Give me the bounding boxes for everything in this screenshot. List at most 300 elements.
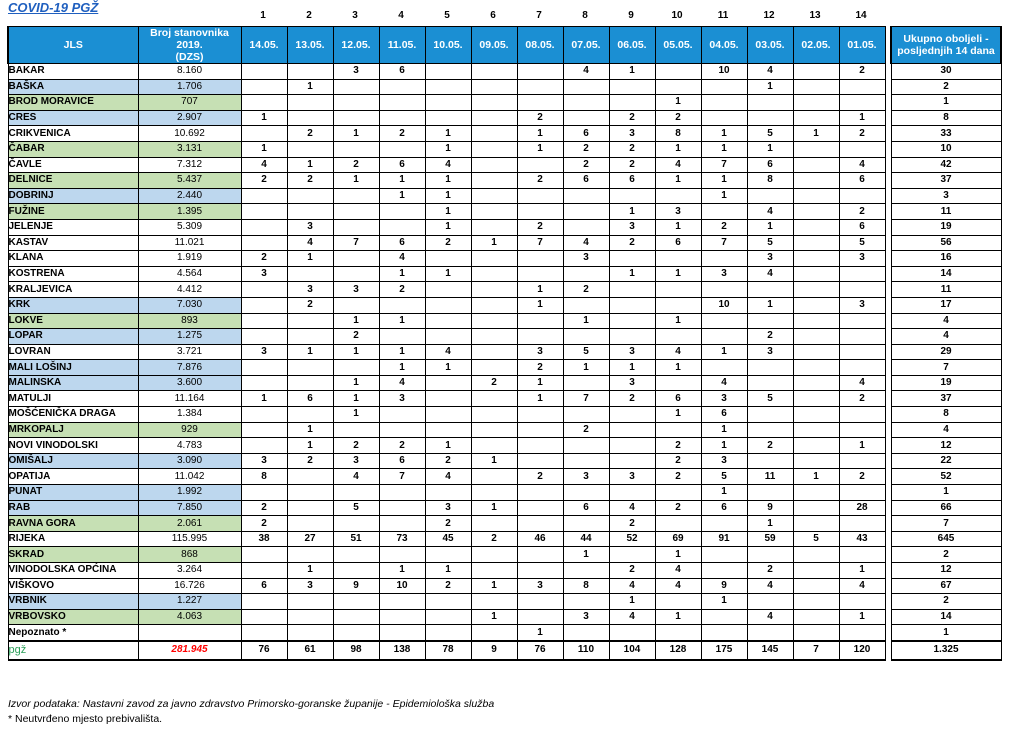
daily-cases-cell: 1 bbox=[241, 391, 287, 407]
daily-cases-cell bbox=[241, 313, 287, 329]
daily-cases-cell: 3 bbox=[425, 500, 471, 516]
daily-cases-cell: 9 bbox=[333, 578, 379, 594]
header-date: 14.05. bbox=[241, 27, 287, 64]
municipality-name: KRK bbox=[8, 297, 138, 313]
daily-sum-cell: 110 bbox=[563, 641, 609, 660]
table-row bbox=[8, 516, 1001, 532]
daily-cases-cell bbox=[287, 204, 333, 220]
daily-cases-cell: 4 bbox=[563, 64, 609, 80]
daily-cases-cell: 4 bbox=[609, 578, 655, 594]
population-cell: 2.440 bbox=[138, 188, 241, 204]
daily-cases-cell: 1 bbox=[333, 407, 379, 423]
daily-cases-cell: 1 bbox=[701, 438, 747, 454]
daily-cases-cell: 1 bbox=[379, 344, 425, 360]
daily-cases-cell: 2 bbox=[563, 422, 609, 438]
daily-cases-cell bbox=[333, 563, 379, 579]
daily-cases-cell bbox=[333, 251, 379, 267]
total-cases-cell: 4 bbox=[891, 422, 1001, 438]
daily-cases-cell: 3 bbox=[333, 453, 379, 469]
daily-cases-cell: 1 bbox=[839, 609, 885, 625]
daily-cases-cell bbox=[747, 360, 793, 376]
municipality-name: BAŠKA bbox=[8, 79, 138, 95]
daily-cases-cell bbox=[747, 95, 793, 111]
day-number: 9 bbox=[628, 10, 634, 21]
daily-cases-cell bbox=[609, 438, 655, 454]
table-row bbox=[8, 594, 1001, 610]
municipality-name: NOVI VINODOLSKI bbox=[8, 438, 138, 454]
daily-cases-cell bbox=[287, 375, 333, 391]
population-cell: 4.063 bbox=[138, 609, 241, 625]
total-cases-cell: 8 bbox=[891, 110, 1001, 126]
daily-cases-cell: 1 bbox=[287, 157, 333, 173]
daily-cases-cell bbox=[793, 625, 839, 641]
daily-cases-cell: 2 bbox=[379, 438, 425, 454]
daily-sum-cell: 104 bbox=[609, 641, 655, 660]
daily-cases-cell bbox=[471, 157, 517, 173]
daily-cases-cell: 1 bbox=[655, 547, 701, 563]
daily-cases-cell bbox=[333, 594, 379, 610]
daily-cases-cell: 38 bbox=[241, 531, 287, 547]
total-cases-cell: 8 bbox=[891, 407, 1001, 423]
daily-cases-cell: 4 bbox=[425, 469, 471, 485]
daily-cases-cell: 1 bbox=[241, 141, 287, 157]
daily-cases-cell bbox=[471, 516, 517, 532]
daily-cases-cell: 10 bbox=[379, 578, 425, 594]
daily-cases-cell: 4 bbox=[287, 235, 333, 251]
daily-cases-cell bbox=[701, 547, 747, 563]
header-date: 11.05. bbox=[379, 27, 425, 64]
daily-cases-cell: 3 bbox=[241, 453, 287, 469]
table-row bbox=[8, 64, 1001, 80]
daily-cases-cell: 2 bbox=[241, 251, 287, 267]
daily-cases-cell bbox=[839, 329, 885, 345]
footnote: * Neutvrđeno mjesto prebivališta. bbox=[8, 713, 163, 725]
daily-cases-cell: 1 bbox=[609, 594, 655, 610]
daily-cases-cell: 3 bbox=[609, 375, 655, 391]
daily-cases-cell bbox=[839, 266, 885, 282]
daily-cases-cell bbox=[747, 188, 793, 204]
daily-cases-cell bbox=[701, 360, 747, 376]
daily-cases-cell bbox=[287, 500, 333, 516]
daily-cases-cell bbox=[241, 235, 287, 251]
daily-cases-cell: 1 bbox=[609, 204, 655, 220]
daily-cases-cell bbox=[471, 297, 517, 313]
daily-cases-cell bbox=[517, 438, 563, 454]
daily-cases-cell bbox=[563, 485, 609, 501]
daily-cases-cell bbox=[839, 282, 885, 298]
daily-cases-cell bbox=[379, 204, 425, 220]
daily-cases-cell: 1 bbox=[425, 219, 471, 235]
daily-sum-cell: 145 bbox=[747, 641, 793, 660]
daily-cases-cell bbox=[241, 422, 287, 438]
daily-cases-cell bbox=[701, 313, 747, 329]
daily-cases-cell bbox=[379, 141, 425, 157]
daily-cases-cell bbox=[241, 360, 287, 376]
daily-cases-cell: 1 bbox=[287, 251, 333, 267]
total-cases-cell: 56 bbox=[891, 235, 1001, 251]
daily-cases-cell: 1 bbox=[471, 500, 517, 516]
daily-cases-cell: 1 bbox=[333, 391, 379, 407]
population-cell: 1.992 bbox=[138, 485, 241, 501]
table-row bbox=[8, 266, 1001, 282]
population-cell: 707 bbox=[138, 95, 241, 111]
daily-cases-cell bbox=[517, 453, 563, 469]
table-row bbox=[8, 110, 1001, 126]
population-cell: 11.164 bbox=[138, 391, 241, 407]
daily-cases-cell bbox=[839, 516, 885, 532]
daily-cases-cell: 2 bbox=[655, 438, 701, 454]
daily-cases-cell bbox=[379, 594, 425, 610]
daily-cases-cell bbox=[333, 297, 379, 313]
table-row bbox=[8, 485, 1001, 501]
daily-cases-cell: 3 bbox=[287, 282, 333, 298]
daily-cases-cell bbox=[517, 157, 563, 173]
municipality-name: OMIŠALJ bbox=[8, 453, 138, 469]
daily-cases-cell: 2 bbox=[701, 219, 747, 235]
daily-cases-cell: 1 bbox=[379, 266, 425, 282]
daily-cases-cell: 4 bbox=[839, 157, 885, 173]
daily-cases-cell: 3 bbox=[517, 578, 563, 594]
daily-cases-cell: 6 bbox=[379, 157, 425, 173]
daily-cases-cell bbox=[793, 547, 839, 563]
daily-cases-cell: 1 bbox=[425, 360, 471, 376]
daily-cases-cell: 5 bbox=[747, 126, 793, 142]
daily-cases-cell: 3 bbox=[287, 578, 333, 594]
daily-cases-cell: 1 bbox=[747, 219, 793, 235]
population-cell: 3.721 bbox=[138, 344, 241, 360]
table-row bbox=[8, 188, 1001, 204]
daily-cases-cell: 1 bbox=[287, 344, 333, 360]
daily-cases-cell: 4 bbox=[747, 64, 793, 80]
municipality-name: MATULJI bbox=[8, 391, 138, 407]
daily-cases-cell bbox=[839, 422, 885, 438]
population-cell: 7.850 bbox=[138, 500, 241, 516]
total-cases-cell: 37 bbox=[891, 173, 1001, 189]
total-cases-cell: 4 bbox=[891, 329, 1001, 345]
daily-cases-cell: 1 bbox=[471, 235, 517, 251]
daily-cases-cell bbox=[379, 547, 425, 563]
daily-cases-cell: 6 bbox=[563, 173, 609, 189]
population-cell: 5.309 bbox=[138, 219, 241, 235]
daily-cases-cell bbox=[701, 110, 747, 126]
municipality-name: SKRAD bbox=[8, 547, 138, 563]
daily-cases-cell bbox=[471, 360, 517, 376]
total-cases-cell: 7 bbox=[891, 360, 1001, 376]
daily-sum-cell: 76 bbox=[241, 641, 287, 660]
table-row bbox=[8, 469, 1001, 485]
table-row bbox=[8, 531, 1001, 547]
population-cell: 1.227 bbox=[138, 594, 241, 610]
table-row bbox=[8, 344, 1001, 360]
daily-cases-cell bbox=[655, 64, 701, 80]
daily-cases-cell bbox=[425, 297, 471, 313]
daily-cases-cell: 7 bbox=[563, 391, 609, 407]
daily-cases-cell: 1 bbox=[655, 95, 701, 111]
daily-cases-cell bbox=[471, 204, 517, 220]
municipality-name: VRBNIK bbox=[8, 594, 138, 610]
daily-cases-cell bbox=[517, 95, 563, 111]
daily-cases-cell bbox=[747, 485, 793, 501]
day-number: 1 bbox=[260, 10, 266, 21]
daily-cases-cell bbox=[747, 110, 793, 126]
municipality-name: PUNAT bbox=[8, 485, 138, 501]
municipality-name: BROD MORAVICE bbox=[8, 95, 138, 111]
daily-cases-cell bbox=[333, 422, 379, 438]
daily-cases-cell bbox=[793, 578, 839, 594]
table-row bbox=[8, 329, 1001, 345]
daily-cases-cell: 7 bbox=[379, 469, 425, 485]
daily-cases-cell bbox=[839, 141, 885, 157]
daily-cases-cell bbox=[287, 609, 333, 625]
daily-cases-cell bbox=[379, 422, 425, 438]
table-row bbox=[8, 173, 1001, 189]
daily-cases-cell bbox=[517, 266, 563, 282]
daily-cases-cell: 2 bbox=[471, 375, 517, 391]
daily-cases-cell: 1 bbox=[655, 141, 701, 157]
daily-cases-cell: 2 bbox=[517, 360, 563, 376]
header-date: 08.05. bbox=[517, 27, 563, 64]
population-cell: 10.692 bbox=[138, 126, 241, 142]
daily-cases-cell: 4 bbox=[379, 251, 425, 267]
daily-cases-cell: 2 bbox=[563, 282, 609, 298]
daily-cases-cell bbox=[241, 485, 287, 501]
population-cell: 2.061 bbox=[138, 516, 241, 532]
daily-cases-cell bbox=[241, 329, 287, 345]
daily-cases-cell bbox=[517, 313, 563, 329]
daily-cases-cell bbox=[517, 64, 563, 80]
daily-cases-cell bbox=[425, 547, 471, 563]
daily-cases-cell: 6 bbox=[839, 219, 885, 235]
daily-cases-cell bbox=[839, 79, 885, 95]
daily-cases-cell: 2 bbox=[241, 516, 287, 532]
daily-sum-cell: 138 bbox=[379, 641, 425, 660]
total-cases-cell: 37 bbox=[891, 391, 1001, 407]
daily-cases-cell bbox=[287, 547, 333, 563]
daily-cases-cell bbox=[241, 126, 287, 142]
daily-cases-cell bbox=[609, 79, 655, 95]
municipality-name: JELENJE bbox=[8, 219, 138, 235]
municipality-name: RAVNA GORA bbox=[8, 516, 138, 532]
daily-cases-cell bbox=[563, 329, 609, 345]
daily-cases-cell bbox=[563, 407, 609, 423]
daily-cases-cell bbox=[655, 282, 701, 298]
daily-cases-cell: 1 bbox=[425, 126, 471, 142]
daily-cases-cell bbox=[563, 375, 609, 391]
table-row bbox=[8, 625, 1001, 641]
total-cases-cell: 11 bbox=[891, 282, 1001, 298]
municipality-name: KLANA bbox=[8, 251, 138, 267]
daily-cases-cell: 2 bbox=[609, 563, 655, 579]
daily-cases-cell: 2 bbox=[839, 469, 885, 485]
daily-sum-cell: 98 bbox=[333, 641, 379, 660]
daily-cases-cell: 6 bbox=[379, 235, 425, 251]
table-row bbox=[8, 375, 1001, 391]
daily-cases-cell bbox=[379, 219, 425, 235]
daily-cases-cell bbox=[287, 95, 333, 111]
daily-cases-cell: 1 bbox=[425, 204, 471, 220]
daily-cases-cell bbox=[287, 329, 333, 345]
daily-cases-cell bbox=[839, 313, 885, 329]
table-row bbox=[8, 95, 1001, 111]
total-cases-cell: 2 bbox=[891, 79, 1001, 95]
header-date: 06.05. bbox=[609, 27, 655, 64]
table-row bbox=[8, 297, 1001, 313]
total-cases-cell: 33 bbox=[891, 126, 1001, 142]
daily-cases-cell bbox=[793, 297, 839, 313]
daily-cases-cell bbox=[287, 141, 333, 157]
daily-cases-cell bbox=[609, 547, 655, 563]
daily-cases-cell bbox=[839, 485, 885, 501]
daily-cases-cell: 2 bbox=[747, 563, 793, 579]
daily-cases-cell bbox=[425, 375, 471, 391]
daily-cases-cell: 4 bbox=[655, 563, 701, 579]
daily-cases-cell bbox=[655, 79, 701, 95]
daily-cases-cell: 1 bbox=[609, 360, 655, 376]
covid-table bbox=[7, 26, 1002, 661]
daily-cases-cell bbox=[287, 64, 333, 80]
daily-cases-cell: 91 bbox=[701, 531, 747, 547]
daily-cases-cell bbox=[563, 266, 609, 282]
total-cases-cell: 2 bbox=[891, 594, 1001, 610]
daily-cases-cell: 1 bbox=[701, 188, 747, 204]
daily-cases-cell bbox=[379, 625, 425, 641]
daily-cases-cell: 7 bbox=[701, 235, 747, 251]
day-number: 6 bbox=[490, 10, 496, 21]
daily-cases-cell bbox=[287, 313, 333, 329]
daily-cases-cell: 4 bbox=[425, 344, 471, 360]
municipality-name: Nepoznato * bbox=[8, 625, 138, 641]
table-row bbox=[8, 578, 1001, 594]
daily-cases-cell: 2 bbox=[517, 173, 563, 189]
daily-cases-cell: 2 bbox=[241, 173, 287, 189]
daily-cases-cell: 5 bbox=[563, 344, 609, 360]
daily-cases-cell: 4 bbox=[655, 578, 701, 594]
daily-cases-cell bbox=[471, 563, 517, 579]
daily-cases-cell: 6 bbox=[609, 173, 655, 189]
daily-cases-cell: 1 bbox=[701, 141, 747, 157]
daily-cases-cell: 4 bbox=[563, 235, 609, 251]
daily-cases-cell bbox=[793, 313, 839, 329]
daily-cases-cell bbox=[425, 594, 471, 610]
daily-cases-cell bbox=[333, 485, 379, 501]
daily-cases-cell bbox=[241, 282, 287, 298]
daily-cases-cell bbox=[471, 266, 517, 282]
daily-cases-cell: 1 bbox=[471, 609, 517, 625]
daily-cases-cell bbox=[241, 79, 287, 95]
daily-cases-cell bbox=[793, 95, 839, 111]
table-row bbox=[8, 219, 1001, 235]
daily-cases-cell: 6 bbox=[701, 407, 747, 423]
total-cases-cell: 12 bbox=[891, 563, 1001, 579]
daily-cases-cell bbox=[471, 64, 517, 80]
daily-cases-cell: 1 bbox=[425, 188, 471, 204]
daily-cases-cell bbox=[793, 64, 839, 80]
daily-cases-cell bbox=[425, 251, 471, 267]
county-logo-text: pgž bbox=[8, 641, 138, 660]
daily-cases-cell: 1 bbox=[333, 375, 379, 391]
daily-cases-cell bbox=[701, 516, 747, 532]
daily-cases-cell: 2 bbox=[333, 329, 379, 345]
daily-cases-cell: 3 bbox=[333, 64, 379, 80]
total-population-cell: 281.945 bbox=[138, 641, 241, 660]
daily-cases-cell: 1 bbox=[839, 563, 885, 579]
daily-cases-cell bbox=[287, 188, 333, 204]
daily-cases-cell bbox=[287, 407, 333, 423]
daily-cases-cell: 1 bbox=[655, 609, 701, 625]
daily-cases-cell bbox=[517, 204, 563, 220]
daily-cases-cell bbox=[471, 469, 517, 485]
daily-cases-cell bbox=[333, 219, 379, 235]
table-row bbox=[8, 391, 1001, 407]
daily-cases-cell: 10 bbox=[701, 297, 747, 313]
population-cell: 3.090 bbox=[138, 453, 241, 469]
daily-cases-cell bbox=[241, 375, 287, 391]
daily-cases-cell bbox=[241, 188, 287, 204]
daily-cases-cell: 6 bbox=[563, 500, 609, 516]
daily-cases-cell: 7 bbox=[517, 235, 563, 251]
daily-cases-cell bbox=[425, 609, 471, 625]
daily-cases-cell: 2 bbox=[609, 391, 655, 407]
daily-cases-cell: 3 bbox=[701, 266, 747, 282]
daily-cases-cell bbox=[471, 391, 517, 407]
daily-cases-cell bbox=[425, 422, 471, 438]
daily-cases-cell bbox=[425, 485, 471, 501]
daily-cases-cell bbox=[839, 344, 885, 360]
daily-cases-cell: 5 bbox=[747, 235, 793, 251]
daily-sum-cell: 61 bbox=[287, 641, 333, 660]
daily-cases-cell: 2 bbox=[287, 297, 333, 313]
daily-cases-cell: 3 bbox=[563, 469, 609, 485]
daily-cases-cell bbox=[333, 625, 379, 641]
daily-cases-cell bbox=[563, 204, 609, 220]
daily-cases-cell bbox=[379, 329, 425, 345]
daily-cases-cell bbox=[839, 407, 885, 423]
daily-cases-cell: 5 bbox=[839, 235, 885, 251]
daily-cases-cell bbox=[471, 329, 517, 345]
daily-cases-cell bbox=[471, 173, 517, 189]
daily-cases-cell bbox=[517, 407, 563, 423]
population-cell: 929 bbox=[138, 422, 241, 438]
daily-cases-cell: 1 bbox=[747, 516, 793, 532]
daily-cases-cell bbox=[655, 594, 701, 610]
population-cell: 8.160 bbox=[138, 64, 241, 80]
daily-cases-cell bbox=[287, 266, 333, 282]
daily-cases-cell: 1 bbox=[747, 297, 793, 313]
daily-cases-cell bbox=[701, 251, 747, 267]
daily-cases-cell bbox=[655, 297, 701, 313]
municipality-name: VIŠKOVO bbox=[8, 578, 138, 594]
daily-cases-cell: 1 bbox=[563, 547, 609, 563]
table-row bbox=[8, 79, 1001, 95]
daily-cases-cell: 3 bbox=[563, 251, 609, 267]
population-cell: 3.131 bbox=[138, 141, 241, 157]
daily-cases-cell: 1 bbox=[517, 391, 563, 407]
population-cell: 115.995 bbox=[138, 531, 241, 547]
daily-cases-cell bbox=[793, 407, 839, 423]
daily-cases-cell: 44 bbox=[563, 531, 609, 547]
daily-cases-cell: 1 bbox=[379, 188, 425, 204]
daily-cases-cell: 8 bbox=[241, 469, 287, 485]
header-date: 03.05. bbox=[747, 27, 793, 64]
daily-cases-cell: 4 bbox=[379, 375, 425, 391]
daily-sum-cell: 128 bbox=[655, 641, 701, 660]
daily-cases-cell bbox=[563, 79, 609, 95]
daily-cases-cell: 4 bbox=[839, 375, 885, 391]
daily-cases-cell bbox=[517, 422, 563, 438]
daily-cases-cell: 1 bbox=[701, 126, 747, 142]
daily-cases-cell bbox=[839, 625, 885, 641]
daily-cases-cell: 1 bbox=[609, 266, 655, 282]
